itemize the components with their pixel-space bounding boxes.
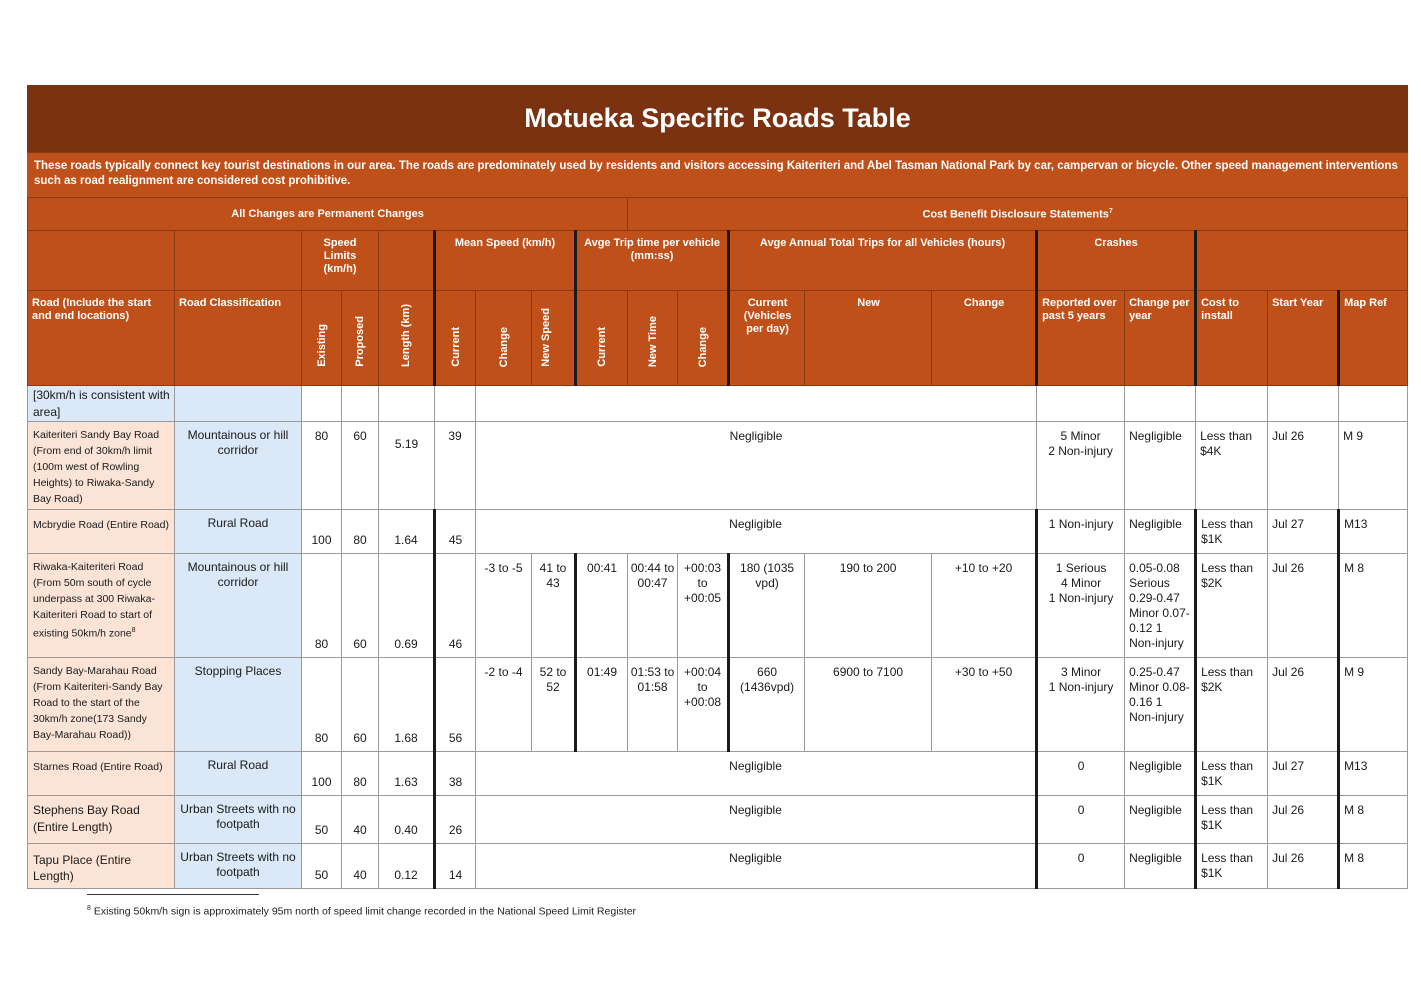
summary-negligible: Negligible: [476, 422, 1037, 510]
col-existing: [302, 291, 342, 386]
blank-cell: [302, 386, 342, 422]
col-at-new: New: [805, 291, 932, 386]
speed-existing: 50: [302, 796, 342, 844]
col-tt-new: [628, 291, 678, 386]
col-tt-current: [576, 291, 628, 386]
footnote-number: 8: [87, 905, 91, 912]
speed-proposed: 40: [342, 796, 379, 844]
crashes-change: Negligible: [1125, 422, 1196, 510]
trip-time-new: 01:53 to 01:58: [628, 658, 678, 752]
cost-install: Less than $2K: [1196, 658, 1268, 752]
road-length: 0.40: [379, 796, 435, 844]
speed-existing: 100: [302, 752, 342, 796]
footnote: [87, 905, 636, 918]
col-map-ref: Map Ref: [1339, 291, 1408, 386]
col-ms-current-label: Current: [449, 327, 462, 367]
start-year: Jul 26: [1268, 658, 1339, 752]
road-classification: Urban Streets with no footpath: [175, 796, 302, 844]
start-year: Jul 26: [1268, 422, 1339, 510]
annual-trips-change: +10 to +20: [932, 554, 1037, 658]
col-proposed-label: Proposed: [354, 316, 366, 367]
summary-negligible: Negligible: [476, 510, 1037, 554]
road-name: [28, 554, 175, 658]
trip-time-current: 01:49: [576, 658, 628, 752]
section-right-sup: 7: [1108, 207, 1113, 215]
table-row: [28, 844, 1408, 889]
speed-proposed: 80: [342, 752, 379, 796]
cost-install: Less than $1K: [1196, 752, 1268, 796]
group-mean-speed: Mean Speed (km/h): [435, 231, 576, 291]
trip-time-current: 00:41: [576, 554, 628, 658]
table-row: [28, 510, 1408, 554]
trip-time-change: +00:03 to +00:05: [678, 554, 729, 658]
col-cost: Cost to install: [1196, 291, 1268, 386]
group-header-row: [28, 231, 1408, 291]
road-name: Tapu Place (Entire Length): [28, 844, 175, 889]
cost-install: Less than $1K: [1196, 844, 1268, 889]
table-row: [28, 422, 1408, 510]
map-ref: M 9: [1339, 658, 1408, 752]
crashes-change: Negligible: [1125, 796, 1196, 844]
roads-document: [27, 85, 1408, 889]
blank-cell: [435, 386, 476, 422]
speed-proposed: 60: [342, 422, 379, 510]
blank-cell: [1037, 386, 1125, 422]
mean-speed-current: 26: [435, 796, 476, 844]
col-classification: Road Classification: [175, 291, 302, 386]
road-name: Mcbrydie Road (Entire Road): [28, 510, 175, 554]
trip-time-change: +00:04 to +00:08: [678, 658, 729, 752]
col-ms-change: [476, 291, 532, 386]
table-row: [28, 752, 1408, 796]
road-classification: Urban Streets with no footpath: [175, 844, 302, 889]
cost-install: Less than $4K: [1196, 422, 1268, 510]
road-classification: Mountainous or hill corridor: [175, 422, 302, 510]
blank-cell: [1125, 386, 1196, 422]
blank-cell: [1196, 386, 1268, 422]
trip-time-new: 00:44 to 00:47: [628, 554, 678, 658]
annual-trips-change: +30 to +50: [932, 658, 1037, 752]
group-annual-trips: Avge Annual Total Trips for all Vehicles (hours): [729, 231, 1037, 291]
crashes-change: 0.05-0.08 Serious 0.29-0.47 Minor 0.07-0.12 1 Non-injury: [1125, 554, 1196, 658]
road-name: Starnes Road (Entire Road): [28, 752, 175, 796]
col-cr-reported: Reported over past 5 years: [1037, 291, 1125, 386]
annual-trips-new: 190 to 200: [805, 554, 932, 658]
summary-negligible: Negligible: [476, 796, 1037, 844]
speed-proposed: 60: [342, 554, 379, 658]
section-right: [628, 198, 1408, 231]
crashes-change: Negligible: [1125, 510, 1196, 554]
footnote-marker: 8: [131, 627, 136, 634]
mean-speed-new: 41 to 43: [532, 554, 576, 658]
table-row: [28, 658, 1408, 752]
road-name-text: Riwaka-Kaiteriteri Road (From 50m south of cycle underpass at 300 Riwaka-Kaiteriteri Road to start of existing 50km/h zone: [33, 561, 155, 640]
crashes-reported: 1 Serious 4 Minor 1 Non-injury: [1037, 554, 1125, 658]
speed-existing: 80: [302, 422, 342, 510]
col-tt-current-label: Current: [596, 327, 609, 367]
note-row: [28, 386, 1408, 422]
start-year: Jul 26: [1268, 554, 1339, 658]
mean-speed-current: 56: [435, 658, 476, 752]
mean-speed-new: 52 to 52: [532, 658, 576, 752]
speed-existing: 100: [302, 510, 342, 554]
crashes-reported: 0: [1037, 844, 1125, 889]
blank-cell: [1268, 386, 1339, 422]
col-at-change: Change: [932, 291, 1037, 386]
road-length: 1.64: [379, 510, 435, 554]
crashes-reported: 3 Minor 1 Non-injury: [1037, 658, 1125, 752]
column-header-row: [28, 291, 1408, 386]
summary-negligible: Negligible: [476, 844, 1037, 889]
speed-proposed: 60: [342, 658, 379, 752]
col-tt-change: [678, 291, 729, 386]
start-year: Jul 27: [1268, 510, 1339, 554]
col-length-label: Length (km): [400, 304, 412, 367]
map-ref: M 8: [1339, 554, 1408, 658]
mean-speed-current: 14: [435, 844, 476, 889]
road-classification: Rural Road: [175, 510, 302, 554]
mean-speed-current: 45: [435, 510, 476, 554]
speed-proposed: 80: [342, 510, 379, 554]
start-year: Jul 26: [1268, 796, 1339, 844]
intro-text: These roads typically connect key tourist destinations in our area. The roads are predominately used by residents and visitors accessing Kaiteriteri and Abel Tasman National Park by car, campervan or bicycle. Other speed management interventions such as road realignment are considered cost prohibitive.: [27, 152, 1408, 197]
map-ref: M 8: [1339, 844, 1408, 889]
mean-speed-current: 46: [435, 554, 476, 658]
col-ms-new: [532, 291, 576, 386]
mean-speed-change: -2 to -4: [476, 658, 532, 752]
note-cell: [30km/h is consistent with area]: [28, 386, 175, 422]
road-length: 1.68: [379, 658, 435, 752]
col-ms-change-label: Change: [497, 326, 510, 367]
col-proposed: [342, 291, 379, 386]
group-blank: [379, 231, 435, 291]
map-ref: M 8: [1339, 796, 1408, 844]
blank-cell: [379, 386, 435, 422]
col-road: Road (Include the start and end locations): [28, 291, 175, 386]
road-name: Sandy Bay-Marahau Road (From Kaiteriteri-Sandy Bay Road to the start of the 30km/h zone(173 Sandy Bay-Marahau Road)): [28, 658, 175, 752]
group-speed-limits: Speed Limits (km/h): [302, 231, 379, 291]
road-length: 5.19: [379, 422, 435, 510]
start-year: Jul 27: [1268, 752, 1339, 796]
map-ref: M 9: [1339, 422, 1408, 510]
col-tt-change-label: Change: [696, 326, 709, 367]
col-start-year: Start Year: [1268, 291, 1339, 386]
speed-existing: 80: [302, 658, 342, 752]
mean-speed-current: 38: [435, 752, 476, 796]
crashes-change: 0.25-0.47 Minor 0.08-0.16 1 Non-injury: [1125, 658, 1196, 752]
crashes-change: Negligible: [1125, 844, 1196, 889]
crashes-reported: 0: [1037, 752, 1125, 796]
group-trip-time: Avge Trip time per vehicle (mm:ss): [576, 231, 729, 291]
roads-table: [27, 197, 1408, 889]
cost-install: Less than $1K: [1196, 510, 1268, 554]
footnote-text: Existing 50km/h sign is approximately 95m north of speed limit change recorded in the National Speed Limit Register: [93, 905, 637, 918]
col-existing-label: Existing: [315, 324, 328, 367]
cost-install: Less than $2K: [1196, 554, 1268, 658]
road-name: Stephens Bay Road (Entire Length): [28, 796, 175, 844]
group-crashes: Crashes: [1037, 231, 1196, 291]
col-tt-new-label: New Time: [646, 315, 659, 367]
speed-proposed: 40: [342, 844, 379, 889]
road-length: 0.69: [379, 554, 435, 658]
blank-cell: [342, 386, 379, 422]
col-at-current: Current (Vehicles per day): [729, 291, 805, 386]
blank-cell: [1339, 386, 1408, 422]
mean-speed-current: 39: [435, 422, 476, 510]
col-cr-change: Change per year: [1125, 291, 1196, 386]
road-length: 1.63: [379, 752, 435, 796]
blank-cell: [476, 386, 1037, 422]
speed-existing: 80: [302, 554, 342, 658]
section-header-row: [28, 198, 1408, 231]
title-bar: [27, 85, 1408, 152]
cost-install: Less than $1K: [1196, 796, 1268, 844]
road-name: Kaiteriteri Sandy Bay Road (From end of 30km/h limit (100m west of Rowling Heights) to Riwaka-Sandy Bay Road): [28, 422, 175, 510]
note-blank: [175, 386, 302, 422]
annual-trips-current: 180 (1035 vpd): [729, 554, 805, 658]
col-ms-current: [435, 291, 476, 386]
summary-negligible: Negligible: [476, 752, 1037, 796]
col-ms-new-label: New Speed: [540, 308, 552, 367]
crashes-reported: 0: [1037, 796, 1125, 844]
start-year: Jul 26: [1268, 844, 1339, 889]
annual-trips-new: 6900 to 7100: [805, 658, 932, 752]
footnote-divider: [87, 894, 259, 895]
group-blank: [28, 231, 175, 291]
crashes-reported: 5 Minor 2 Non-injury: [1037, 422, 1125, 510]
table-row: [28, 796, 1408, 844]
annual-trips-current: 660 (1436vpd): [729, 658, 805, 752]
group-blank: [175, 231, 302, 291]
speed-existing: 50: [302, 844, 342, 889]
crashes-change: Negligible: [1125, 752, 1196, 796]
section-right-label: Cost Benefit Disclosure Statements: [922, 208, 1109, 221]
table-row: [28, 554, 1408, 658]
mean-speed-change: -3 to -5: [476, 554, 532, 658]
road-length: 0.12: [379, 844, 435, 889]
road-classification: Mountainous or hill corridor: [175, 554, 302, 658]
col-length: [379, 291, 435, 386]
group-blank: [1196, 231, 1408, 291]
road-classification: Rural Road: [175, 752, 302, 796]
road-classification: Stopping Places: [175, 658, 302, 752]
map-ref: M13: [1339, 752, 1408, 796]
section-left: All Changes are Permanent Changes: [28, 198, 628, 231]
crashes-reported: 1 Non-injury: [1037, 510, 1125, 554]
map-ref: M13: [1339, 510, 1408, 554]
page-title: Motueka Specific Roads Table: [524, 103, 911, 133]
